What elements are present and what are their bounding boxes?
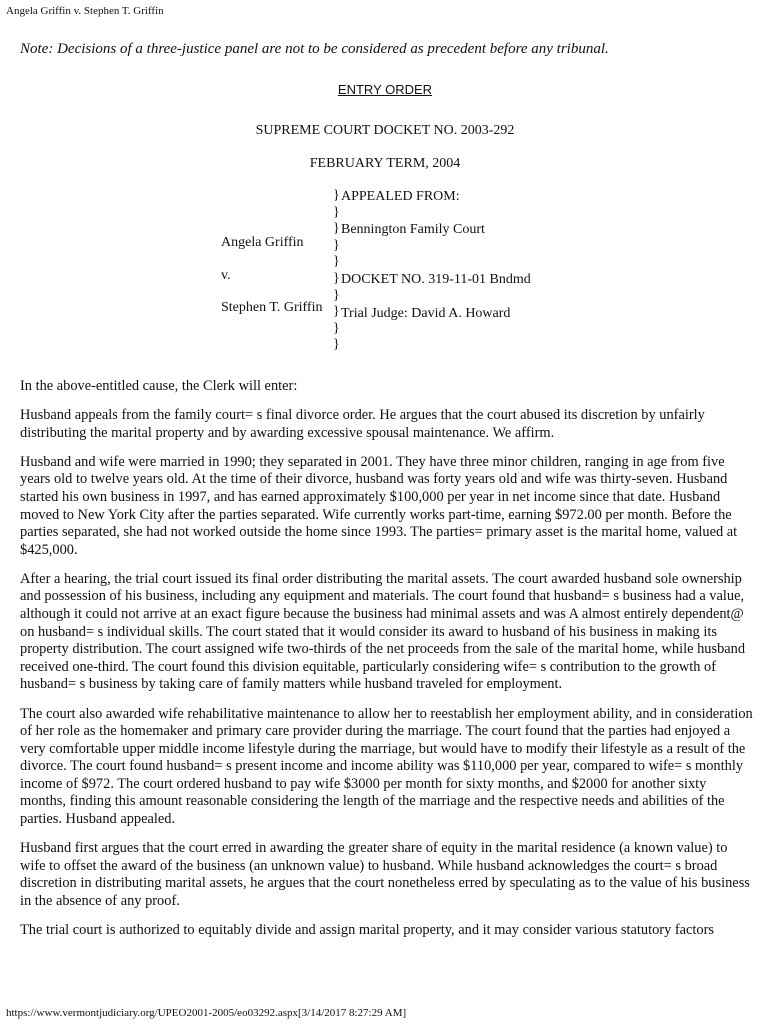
defendant-name: Stephen T. Griffin bbox=[221, 300, 323, 315]
paragraph: In the above-entitled cause, the Clerk will enter: bbox=[20, 378, 298, 394]
page-footer-url: https://www.vermontjudiciary.org/UPEO2001-2005/eo03292.aspx[3/14/2017 8:27:29 AM] bbox=[6, 1007, 407, 1019]
docket-number: SUPREME COURT DOCKET NO. 2003-292 bbox=[255, 123, 515, 138]
paragraph: Husband and wife were married in 1990; they separated in 2001. They have three minor children, ranging in age from five years old to twelve years old. At the time of their divorce, husband was forty years old and wife was thirty-seven. Husband started his own business in 1997, and has earned approximately $100,000 per year in net income since that date. Husband moved to New York City after the parties separated. Wife currently works part-time, earning $972.00 per month. Before the parties separated, she had not worked outside the home since 1993. The parties= primary asset is the marital home, valued at $425,000. bbox=[20, 453, 738, 558]
entry-order-heading: ENTRY ORDER bbox=[337, 82, 433, 97]
trial-judge: Trial Judge: David A. Howard bbox=[341, 306, 511, 321]
paragraph: The trial court is authorized to equitably divide and assign marital property, and it may consider various statutory factors bbox=[20, 922, 715, 939]
lower-docket-number: DOCKET NO. 319-11-01 Bndmd bbox=[341, 272, 531, 287]
paragraph: Husband appeals from the family court= s final divorce order. He argues that the court abused its discretion by unfairly distributing the marital property and by awarding excessive spousal maintenance. We affirm. bbox=[20, 407, 705, 441]
lower-court: Bennington Family Court bbox=[341, 222, 485, 237]
caption-brace-column: } } } } } } } } } } bbox=[333, 188, 340, 353]
versus: v. bbox=[221, 268, 231, 283]
paragraph: The court also awarded wife rehabilitative maintenance to allow her to reestablish her employment ability, and in consideration of her role as the homemaker and primary care provider during the marriage. The court found that the parties had enjoyed a very comfortable upper middle income lifestyle during the marriage, but would have to modify their lifestyle as a result of the divorce. The court found husband= s present income and income ability was $110,000 per year, compared to wife= s monthly income of $972. The court ordered husband to pay wife $3000 per month for sixty months, and $2000 for another sixty months, finding this amount reasonable considering the length of the marriage and the respective needs and abilities of the parties. Husband appealed. bbox=[20, 705, 753, 828]
paragraph: Husband first argues that the court erred in awarding the greater share of equity in the marital residence (a known value) to wife to offset the award of the business (an unknown value) to husband. While husband acknowledges the court= s broad discretion in distributing marital assets, he argues that the court nonetheless erred by speculating as to the value of his business in the absence of any proof. bbox=[20, 840, 750, 909]
court-term: FEBRUARY TERM, 2004 bbox=[309, 156, 461, 171]
order-body bbox=[20, 378, 755, 951]
plaintiff-name: Angela Griffin bbox=[221, 235, 304, 250]
appealed-from-label: APPEALED FROM: bbox=[341, 189, 460, 204]
paragraph: After a hearing, the trial court issued its final order distributing the marital assets. The court awarded husband sole ownership and possession of his business, including any equipment and materials. The court found that husband= s business had a value, although it could not arrive at an exact figure because the business had minimal assets and was A almost entirely dependent@ on husband= s individual skills. The court stated that it would consider its award to husband of his business in making its property distribution. The court assigned wife two-thirds of the net proceeds from the sale of the marital home, while husband received one-third. The court found this division equitable, particularly considering wife= s contribution to the growth of husband= s business by taking care of family matters while husband traveled for employment. bbox=[20, 570, 746, 693]
page-header: Angela Griffin v. Stephen T. Griffin bbox=[6, 5, 164, 17]
precedent-note: Note: Decisions of a three-justice panel are not to be considered as precedent before any tribunal. bbox=[20, 41, 609, 57]
